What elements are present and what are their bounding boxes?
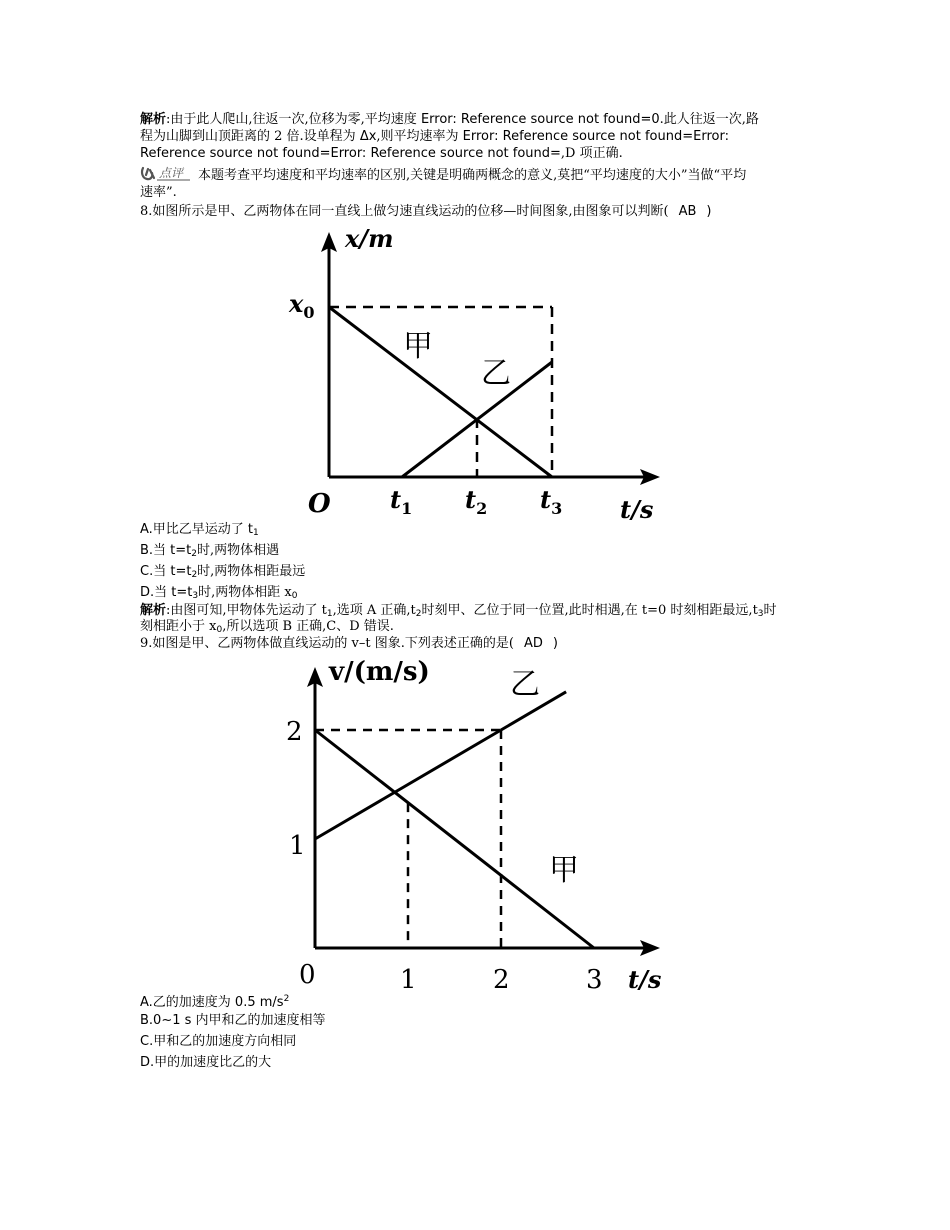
analysis-text: 程为山脚到山顶距离的 2 倍.设单程为: [140, 129, 360, 144]
reference-error-text: Error: Reference source not found=0: [420, 112, 660, 127]
t3-label: $t_3$: [540, 485, 563, 518]
y-tick-2: 2: [286, 717, 303, 747]
answer-text: AD: [523, 636, 543, 651]
series-jia-line: [315, 730, 594, 948]
analysis-label: 解析: [140, 112, 167, 127]
series-yi-label: 乙: [510, 667, 540, 702]
origin-label: O: [308, 489, 331, 519]
x-tick-2: 2: [493, 965, 510, 995]
analysis-text: .此人往返一次,路: [659, 112, 759, 127]
stem-close-paren: ): [552, 636, 558, 651]
question-stem-text: 8.如图所示是甲、乙两物体在同一直线上做匀速直线运动的位移—时间图象,由图象可以判断(: [140, 204, 669, 219]
t2-label: $t_2$: [465, 485, 488, 518]
x-tick-3: 3: [586, 965, 603, 995]
q9-stem: [140, 635, 558, 652]
series-jia-label: 甲: [549, 853, 579, 888]
x0-label: $x_0$: [289, 289, 315, 322]
q8-option-b: B.当 $t=t_2$时,两物体相遇: [140, 543, 280, 559]
q7-analysis-line1: [140, 111, 759, 128]
analysis-label: 解析: [140, 603, 167, 618]
q8-xt-graph: [280, 222, 680, 522]
analysis-text: ,则平均速率为: [376, 129, 463, 144]
q8-analysis-line2: 刻相距小于 $x_0$,所以选项 B 正确,C、D 错误.: [140, 619, 394, 635]
q8-option-c: C.当 $t=t_2$时,两物体相距最远: [140, 564, 306, 580]
q8-option-a: A.甲比乙早运动了 $t_1$: [140, 522, 259, 538]
comment-badge-text: 点评: [159, 166, 184, 180]
t1-label: $t_1$: [390, 485, 413, 518]
x-tick-1: 1: [400, 965, 417, 995]
q7-analysis-line3: [140, 145, 623, 162]
q8-stem: [140, 203, 712, 220]
q9-option-b: B.0~1 s 内甲和乙的加速度相等: [140, 1013, 326, 1028]
reference-error-text: Reference source not found=Error: Reference source not found=: [140, 146, 561, 161]
y-tick-1: 1: [289, 831, 306, 861]
q9-option-a: A.乙的加速度为 0.5 $m/s^2$: [140, 994, 290, 1010]
q8-analysis-line1: 解析:由图可知,甲物体先运动了 $t_1$,选项 A 正确$,t_2$时刻甲、乙位于同一位置,此时相遇,在 t=0 时刻相距最远$,t_3$时: [140, 603, 777, 619]
q9-vt-graph: [280, 652, 680, 997]
analysis-text: ,D 项正确.: [560, 146, 623, 161]
x-axis-label: t/s: [628, 965, 662, 994]
x-tick-0: 0: [299, 960, 316, 990]
delta-x-text: Δx: [359, 129, 377, 144]
q7-comment-line2: 速率”.: [140, 185, 177, 200]
comment-text: 本题考查平均速度和平均速率的区别,关键是明确两概念的意义,莫把“平均速度的大小”当做“平均: [198, 168, 747, 183]
analysis-text: :由于此人爬山,往返一次,位移为零,平均速度: [166, 112, 421, 127]
x-axis-label: t/s: [620, 495, 654, 524]
reference-error-text: Error: Reference source not found=Error:: [462, 129, 729, 144]
series-yi-label: 乙: [481, 356, 511, 391]
y-axis-label: v/(m/s): [329, 657, 430, 687]
q9-option-c: C.甲和乙的加速度方向相同: [140, 1034, 297, 1049]
q9-option-d: D.甲的加速度比乙的大: [140, 1055, 272, 1070]
question-stem-text: 9.如图是甲、乙两物体做直线运动的 v–t 图象.下列表述正确的是(: [140, 636, 514, 651]
series-jia-label: 甲: [403, 329, 433, 364]
q7-analysis-line2: [140, 128, 729, 145]
series-jia-line: [329, 307, 552, 477]
q7-comment-line1: [140, 166, 746, 187]
stem-close-paren: ): [706, 204, 712, 219]
y-axis-label: x/m: [345, 224, 394, 253]
answer-text: AB: [678, 204, 697, 219]
q8-option-d: D.当 $t=t_3$时,两物体相距 $x_0$: [140, 585, 298, 601]
